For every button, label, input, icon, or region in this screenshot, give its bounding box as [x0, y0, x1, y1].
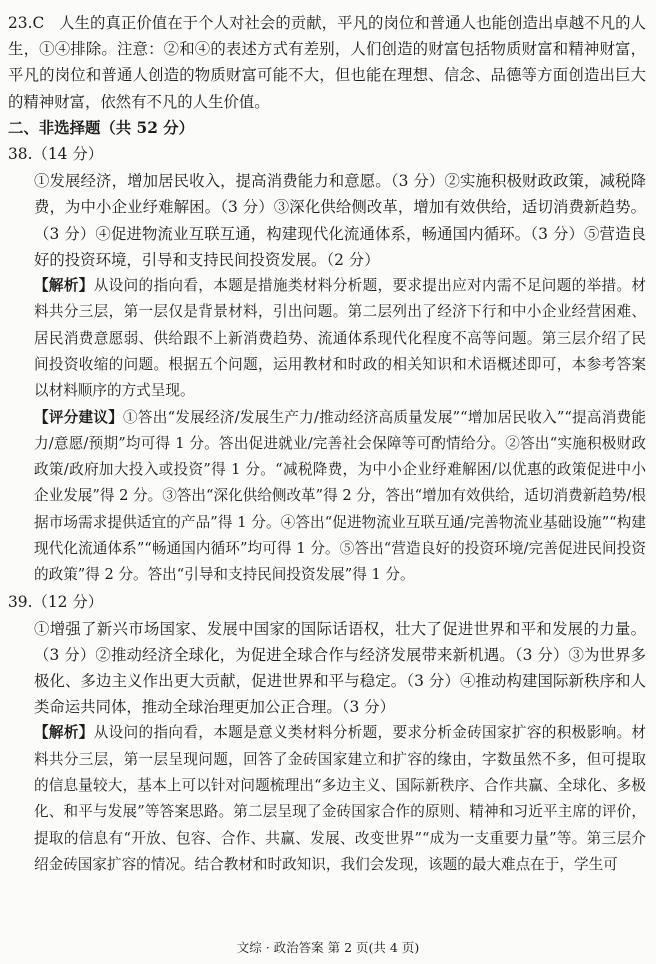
page-footer: 文综 · 政治答案 第 2 页(共 4 页) — [236, 940, 420, 955]
q38-answer: ①发展经济，增加居民收入，提高消费能力和意愿。（3 分）②实施积极财政政策，减税降费，为中小企业纾难解困。（3 分）③深化供给侧改革，增加有效供给，适切消费新趋势。（3 分）④促进物流业互联互通，构建现代化流通体系，畅通国内循环。（3 分）⑤营造良好的投资环境，引导和支持民间投资发展。（2 分） — [34, 172, 646, 269]
q23-block — [8, 10, 646, 115]
q23-number: 23.C — [8, 14, 45, 32]
answer-content — [8, 10, 646, 878]
q38-analysis — [8, 273, 646, 404]
q38-analysis-text: 从设问的指向看，本题是措施类材料分析题，要求提出应对内需不足问题的举措。材料共分三层，第一层仅是背景材料，引出问题。第二层列出了经济下行和中小企业经营困难、居民消费意愿弱、供给跟不上新消费趋势、流通体系现代化程度不高等问题。第三层介绍了民间投资收缩的问题。根据五个问题，运用教材和时政的相关知识和术语概述即可，本参考答案以材料顺序的方式呈现。 — [34, 277, 646, 400]
scoring-tag: 【评分建议】 — [34, 408, 124, 426]
q23-explanation: 人生的真正价值在于个人对社会的贡献，平凡的岗位和普通人也能创造出卓越不凡的人生，①④排除。注意：②和④的表述方式有差别，人们创造的财富包括物质财富和精神财富，平凡的岗位和普通人创造的物质财富可能不大，但也能在理想、信念、品德等方面创造出巨大的精神财富，依然有不凡的人生价值。 — [8, 14, 646, 111]
q39-answer: ①增强了新兴市场国家、发展中国家的国际话语权，壮大了促进世界和平和发展的力量。（3 分）②推动经济全球化，为促进全球合作与经济发展带来新机遇。（3 分）③为世界多极化、多边主义作出更大贡献，促进世界和平与稳定。（3 分）④推动构建国际新秩序和人类命运共同体，推动全球治理更加公正合理。（3 分） — [34, 619, 646, 717]
q38-heading: 38.（14 分） — [8, 145, 104, 164]
analysis-tag: 【解析】 — [34, 724, 94, 742]
q38-scoring-text: ①答出“发展经济/发展生产力/推动经济高质量发展”“增加居民收入”“提高消费能力/意愿/预期”均可得 1 分。答出促进就业/完善社会保障等可酌情给分。②答出“实施积极财政政策/政府加大投入或投资”得 1 分。“减税降费，为中小企业纾难解困/以优惠的政策促进中小企业发展”得 2 分。③答出“深化供给侧改革”得 2 分，答出“增加有效供给，适切消费新趋势/根据市场需求提供适宜的产品”得 1 分。④答出“促进物流业互联互通/完善物流业基础设施”“构建现代化流通体系”“畅通国内循环”均可得 1 分。⑤答出“营造良好的投资环境/完善促进民间投资的政策”得 2 分。答出“引导和支持民间投资发展”得 1 分。 — [34, 408, 646, 584]
analysis-tag: 【解析】 — [34, 277, 94, 295]
q38-scoring — [8, 405, 646, 589]
section-heading: 二、非选择题（共 52 分） — [8, 118, 195, 137]
q39-analysis — [8, 720, 646, 878]
q39-heading: 39.（12 分） — [8, 592, 104, 611]
q39-analysis-text: 从设问的指向看，本题是意义类材料分析题，要求分析金砖国家扩容的积极影响。材料共分三层，第一层呈现问题，回答了金砖国家建立和扩容的缘由，字数虽然不多，但可提取的信息量较大，基本上可以针对问题梳理出“多边主义、国际新秩序、合作共赢、全球化、多极化、和平与发展”等答案思路。第二层呈现了金砖国家合作的原则、精神和习近平主席的评价，提取的信息有“开放、包容、合作、共赢、发展、改变世界”“成为一支重要力量”等。第三层介绍金砖国家扩容的情况。结合教材和时政知识，我们会发现，该题的最大难点在于，学生可 — [34, 724, 646, 873]
